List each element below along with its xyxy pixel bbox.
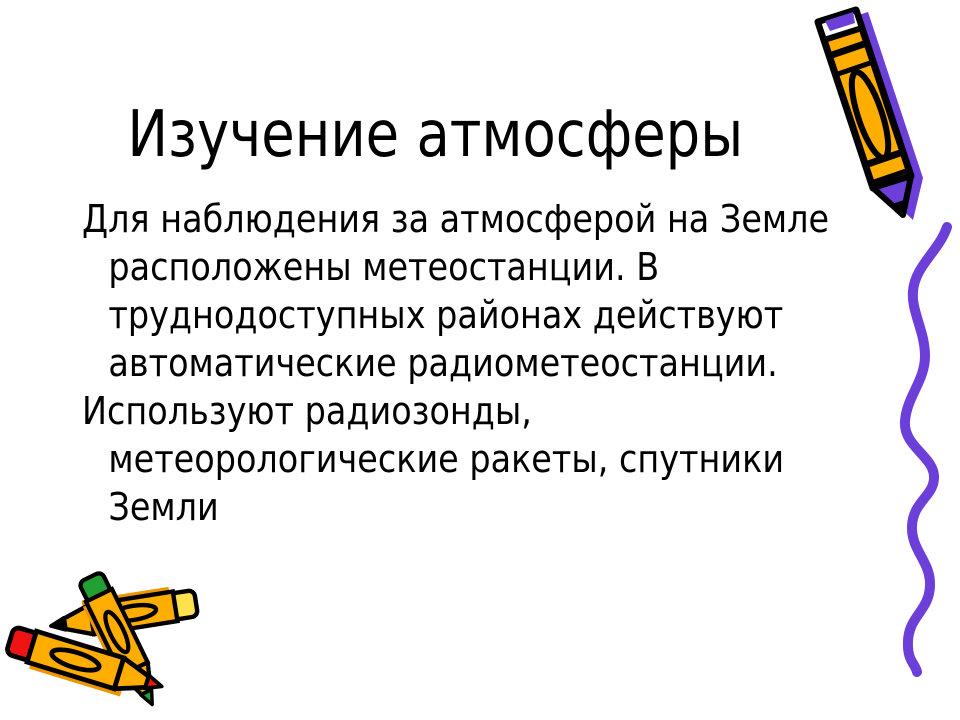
text-line: Для наблюдения за атмосферой на Земле — [82, 197, 830, 241]
crayon-yellow — [48, 583, 199, 641]
slide-title: Изучение атмосферы — [127, 98, 743, 172]
text-line: метеорологические ракеты, спутники — [108, 437, 785, 481]
crayon-green — [72, 571, 165, 713]
text-line: Земли — [108, 485, 219, 529]
body-text-block — [82, 195, 942, 531]
text-line: Используют радиозонды, — [82, 389, 532, 433]
crayon-red — [4, 625, 167, 708]
text-line: расположены метеостанции. В — [108, 245, 660, 289]
paragraph — [82, 387, 839, 531]
paragraph — [82, 195, 839, 387]
crayons-icon — [0, 555, 240, 720]
title-block — [35, 97, 835, 174]
text-line: автоматические радиометеостанции. — [108, 341, 778, 385]
text-line: труднодоступных районах действуют — [108, 293, 784, 337]
